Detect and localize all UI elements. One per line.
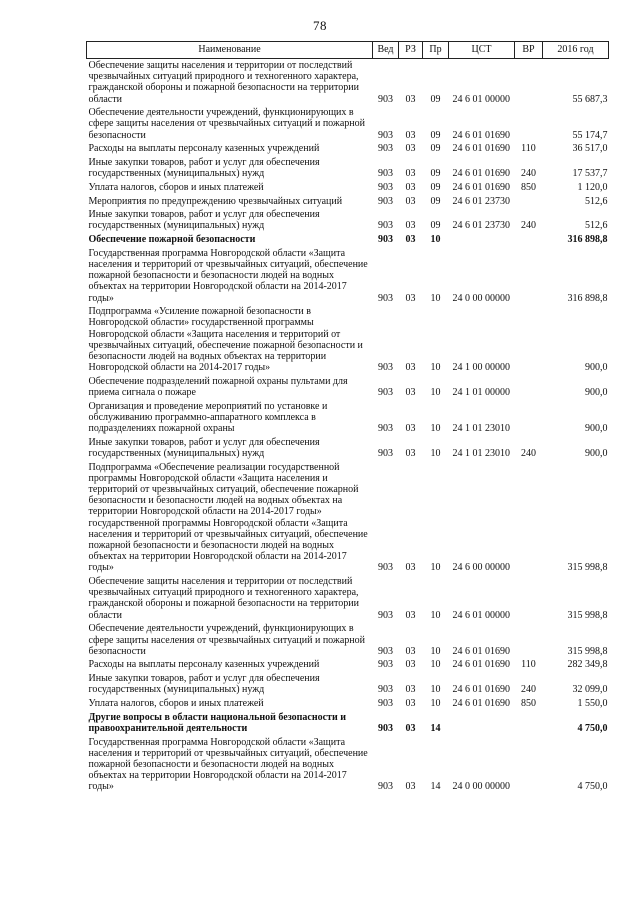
row-rz: 03: [405, 722, 416, 734]
row-cst: 24 0 00 00000: [452, 292, 510, 304]
row-vr: [515, 247, 543, 305]
table-row: [87, 195, 609, 209]
row-vr: [515, 736, 543, 794]
row-pr: 10: [430, 645, 441, 657]
row-cst: 24 6 01 01690: [452, 168, 510, 180]
row-pr: 09: [430, 168, 441, 180]
row-ved: 903: [378, 220, 393, 232]
row-ved: 903: [378, 448, 393, 459]
row-pr: 09: [430, 143, 441, 155]
row-rz: 03: [405, 195, 416, 207]
row-cst: [449, 711, 515, 736]
row-sum-2016: 315 998,8: [567, 645, 608, 657]
row-pr: 10: [430, 697, 441, 709]
row-pr: 10: [430, 448, 441, 459]
row-pr: 09: [430, 93, 441, 105]
row-pr: 10: [430, 387, 441, 399]
row-pr: 10: [430, 362, 441, 374]
row-cst: [449, 233, 515, 247]
row-cst: 24 6 01 00000: [452, 609, 510, 621]
table-row: [87, 305, 609, 375]
row-name: Организация и проведение мероприятий по установке и обслуживанию программно-аппаратного комплекса в подразделениях пожарной охраны: [88, 400, 328, 435]
row-rz: 03: [405, 645, 416, 657]
row-sum-2016: 55 174,7: [572, 129, 608, 141]
row-vr: [515, 622, 543, 658]
header-year: 2016 год: [543, 42, 609, 59]
row-name: Иные закупки товаров, работ и услуг для обеспечения государственных (муниципальных) нужд: [88, 157, 320, 180]
row-cst: 24 6 01 00000: [452, 93, 510, 105]
row-ved: 903: [378, 362, 393, 374]
row-pr: 10: [430, 562, 441, 574]
row-sum-2016: 36 517,0: [572, 143, 608, 155]
row-vr: [515, 305, 543, 375]
header-pr: Пр: [423, 42, 449, 59]
row-pr: 10: [430, 234, 441, 246]
row-vr: 110: [521, 143, 536, 155]
row-cst: 24 1 01 23010: [452, 423, 510, 435]
row-sum-2016: 512,6: [585, 195, 608, 207]
row-cst: 24 6 01 01690: [452, 659, 510, 671]
row-pr: 09: [430, 129, 441, 141]
row-name: Обеспечение подразделений пожарной охраны пультами для приема сигнала о пожаре: [88, 375, 348, 399]
row-vr: [515, 195, 543, 209]
row-name: Обеспечение деятельности учреждений, функционирующих в сфере защиты населения от чрезвычайных ситуаций и пожарной безопасности: [88, 623, 365, 657]
row-pr: 09: [430, 220, 441, 232]
row-cst: 24 6 00 00000: [452, 562, 510, 574]
row-ved: 903: [378, 722, 393, 734]
row-name: Обеспечение деятельности учреждений, функционирующих в сфере защиты населения от чрезвычайных ситуаций и пожарной безопасности: [88, 107, 365, 141]
row-ved: 903: [378, 195, 393, 207]
row-rz: 03: [405, 697, 416, 709]
row-vr: [515, 106, 543, 142]
row-vr: [515, 233, 543, 247]
row-rz: 03: [405, 168, 416, 180]
row-rz: 03: [405, 362, 416, 374]
table-row: [87, 575, 609, 622]
table-header: [87, 42, 609, 59]
row-cst: 24 6 01 01690: [452, 697, 510, 709]
header-rz: РЗ: [399, 42, 423, 59]
row-cst: 24 1 01 00000: [452, 387, 510, 399]
row-vr: 240: [521, 684, 536, 696]
table-row: [87, 711, 609, 736]
table-body: [87, 59, 609, 794]
row-sum-2016: 1 550,0: [577, 697, 608, 709]
row-pr: 10: [430, 423, 441, 435]
row-rz: 03: [405, 143, 416, 155]
row-sum-2016: 17 537,7: [572, 168, 608, 180]
row-sum-2016: 4 750,0: [577, 781, 608, 793]
row-pr: 10: [430, 609, 441, 621]
row-sum-2016: 315 998,8: [567, 562, 608, 574]
row-cst: 24 6 01 01690: [452, 129, 510, 141]
row-vr: [515, 59, 543, 107]
header-cst: ЦСТ: [449, 42, 515, 59]
row-rz: 03: [405, 93, 416, 105]
row-sum-2016: 32 099,0: [572, 684, 608, 696]
row-ved: 903: [378, 684, 393, 696]
row-rz: 03: [405, 448, 416, 459]
row-sum-2016: 512,6: [585, 220, 608, 232]
row-ved: 903: [378, 292, 393, 304]
row-sum-2016: 316 898,8: [567, 234, 608, 246]
row-name: Другие вопросы в области национальной безопасности и правоохранительной деятельности: [88, 711, 346, 734]
table-row: [87, 142, 609, 156]
table-row: [87, 400, 609, 436]
row-cst: 24 6 01 01690: [452, 181, 510, 193]
row-vr: 240: [521, 448, 536, 459]
row-name: Иные закупки товаров, работ и услуг для обеспечения государственных (муниципальных) нужд: [88, 673, 320, 696]
row-vr: 850: [521, 697, 536, 709]
row-sum-2016: 4 750,0: [577, 722, 608, 734]
row-name: Государственная программа Новгородской области «Защита населения и территорий от чрезвычайных ситуаций, обеспечение пожарной безопасности и безопасности людей на водных объектах на территории Новгородской области на 2014-2017 годы»: [88, 247, 368, 304]
row-name: Обеспечение защиты населения и территории от последствий чрезвычайных ситуаций природного и техногенного характера, гражданской обороны и пожарной безопасности на территории области: [88, 576, 359, 621]
row-name: Обеспечение пожарной безопасности: [88, 234, 256, 246]
row-sum-2016: 900,0: [585, 423, 608, 435]
row-rz: 03: [405, 659, 416, 671]
row-ved: 903: [378, 562, 393, 574]
row-name: Иные закупки товаров, работ и услуг для обеспечения государственных (муниципальных) нужд: [88, 436, 320, 459]
row-vr: [515, 461, 543, 575]
row-name: Уплата налогов, сборов и иных платежей: [88, 181, 264, 193]
row-sum-2016: 315 998,8: [567, 609, 608, 621]
table-row: [87, 375, 609, 400]
row-rz: 03: [405, 292, 416, 304]
row-ved: 903: [378, 93, 393, 105]
row-sum-2016: 282 349,8: [567, 659, 608, 671]
row-sum-2016: 900,0: [585, 362, 608, 374]
row-ved: 903: [378, 168, 393, 180]
row-cst: 24 6 01 01690: [452, 143, 510, 155]
row-ved: 903: [378, 697, 393, 709]
row-ved: 903: [378, 781, 393, 793]
table-row: [87, 736, 609, 794]
row-vr: 240: [521, 220, 536, 232]
header-vr: ВР: [515, 42, 543, 59]
row-rz: 03: [405, 387, 416, 399]
budget-table: [86, 41, 609, 794]
row-rz: 03: [405, 562, 416, 574]
row-vr: [515, 575, 543, 622]
row-ved: 903: [378, 609, 393, 621]
row-cst: 24 0 00 00000: [452, 781, 510, 793]
row-ved: 903: [378, 387, 393, 399]
row-rz: 03: [405, 684, 416, 696]
row-sum-2016: 316 898,8: [567, 292, 608, 304]
row-sum-2016: 1 120,0: [577, 181, 608, 193]
row-vr: 850: [521, 181, 536, 193]
table-row: [87, 436, 609, 461]
row-cst: 24 6 01 23730: [452, 195, 510, 207]
row-vr: [515, 400, 543, 436]
row-ved: 903: [378, 423, 393, 435]
row-vr: [515, 711, 543, 736]
row-name: Расходы на выплаты персоналу казенных учреждений: [88, 659, 320, 671]
row-rz: 03: [405, 129, 416, 141]
row-sum-2016: 55 687,3: [572, 93, 608, 105]
row-cst: 24 6 01 01690: [452, 645, 510, 657]
row-ved: 903: [378, 181, 393, 193]
row-pr: 10: [430, 292, 441, 304]
table-row: [87, 156, 609, 181]
row-ved: 903: [378, 659, 393, 671]
row-rz: 03: [405, 423, 416, 435]
page-number: 78: [313, 18, 327, 33]
row-pr: 09: [430, 195, 441, 207]
row-pr: 09: [430, 181, 441, 193]
row-rz: 03: [405, 234, 416, 246]
table-row: [87, 106, 609, 142]
row-name: Подпрограмма «Усиление пожарной безопасности в Новгородской области» государственной программы Новгородской области «Защита населения и территорий от чрезвычайных ситуаций, обеспечение пожарной безопасности и безопасности людей на водных объектах на территории Новгородской области на 2014-2017 годы»: [88, 306, 363, 374]
row-rz: 03: [405, 609, 416, 621]
row-rz: 03: [405, 781, 416, 793]
row-cst: 24 6 01 23730: [452, 220, 510, 232]
row-name: Иные закупки товаров, работ и услуг для обеспечения государственных (муниципальных) нужд: [88, 209, 320, 232]
row-cst: 24 1 00 00000: [452, 362, 510, 374]
table-row: [87, 622, 609, 658]
table-row: [87, 672, 609, 697]
table-row: [87, 208, 609, 233]
table-row: [87, 247, 609, 305]
row-sum-2016: 900,0: [585, 387, 608, 399]
row-pr: 14: [430, 781, 441, 793]
row-name: Мероприятия по предупреждению чрезвычайных ситуаций: [88, 195, 343, 207]
row-ved: 903: [378, 234, 393, 246]
table-row: [87, 59, 609, 107]
row-ved: 903: [378, 645, 393, 657]
row-cst: 24 1 01 23010: [452, 448, 510, 459]
table-row: [87, 181, 609, 195]
table-row: [87, 461, 609, 575]
row-pr: 14: [430, 722, 441, 734]
table-row: [87, 658, 609, 672]
row-name: Государственная программа Новгородской области «Защита населения и территорий от чрезвычайных ситуаций, обеспечение пожарной безопасности и безопасности людей на водных объектах на территории Новгородской области на 2014-2017 годы»: [88, 736, 368, 793]
row-rz: 03: [405, 220, 416, 232]
row-cst: 24 6 01 01690: [452, 684, 510, 696]
header-name: Наименование: [87, 42, 373, 59]
row-pr: 10: [430, 684, 441, 696]
header-ved: Вед: [373, 42, 399, 59]
row-sum-2016: 900,0: [585, 448, 608, 459]
row-name: Расходы на выплаты персоналу казенных учреждений: [88, 143, 320, 155]
row-pr: 10: [430, 659, 441, 671]
row-ved: 903: [378, 129, 393, 141]
row-rz: 03: [405, 181, 416, 193]
table-row: [87, 233, 609, 247]
table-row: [87, 697, 609, 711]
row-name: Уплата налогов, сборов и иных платежей: [88, 697, 264, 709]
row-vr: 240: [521, 168, 536, 180]
row-vr: [515, 375, 543, 400]
row-ved: 903: [378, 143, 393, 155]
row-vr: 110: [521, 659, 536, 671]
row-name: Подпрограмма «Обеспечение реализации государственной программы Новгородской области «Защита населения и территорий от чрезвычайных ситуаций, обеспечение пожарной безопасности и безопасности людей на водных объектах на территории Новгородской области на 2014-2017 годы» государственной программы Новгородской области «Защита населения и территорий от чрезвычайных ситуаций, обеспечение пожарной безопасности и безопасности людей на водных объектах на территории Новгородской области на 2014-2017 годы»: [88, 461, 368, 574]
row-name: Обеспечение защиты населения и территории от последствий чрезвычайных ситуаций природного и техногенного характера, гражданской обороны и пожарной безопасности на территории области: [88, 60, 359, 105]
